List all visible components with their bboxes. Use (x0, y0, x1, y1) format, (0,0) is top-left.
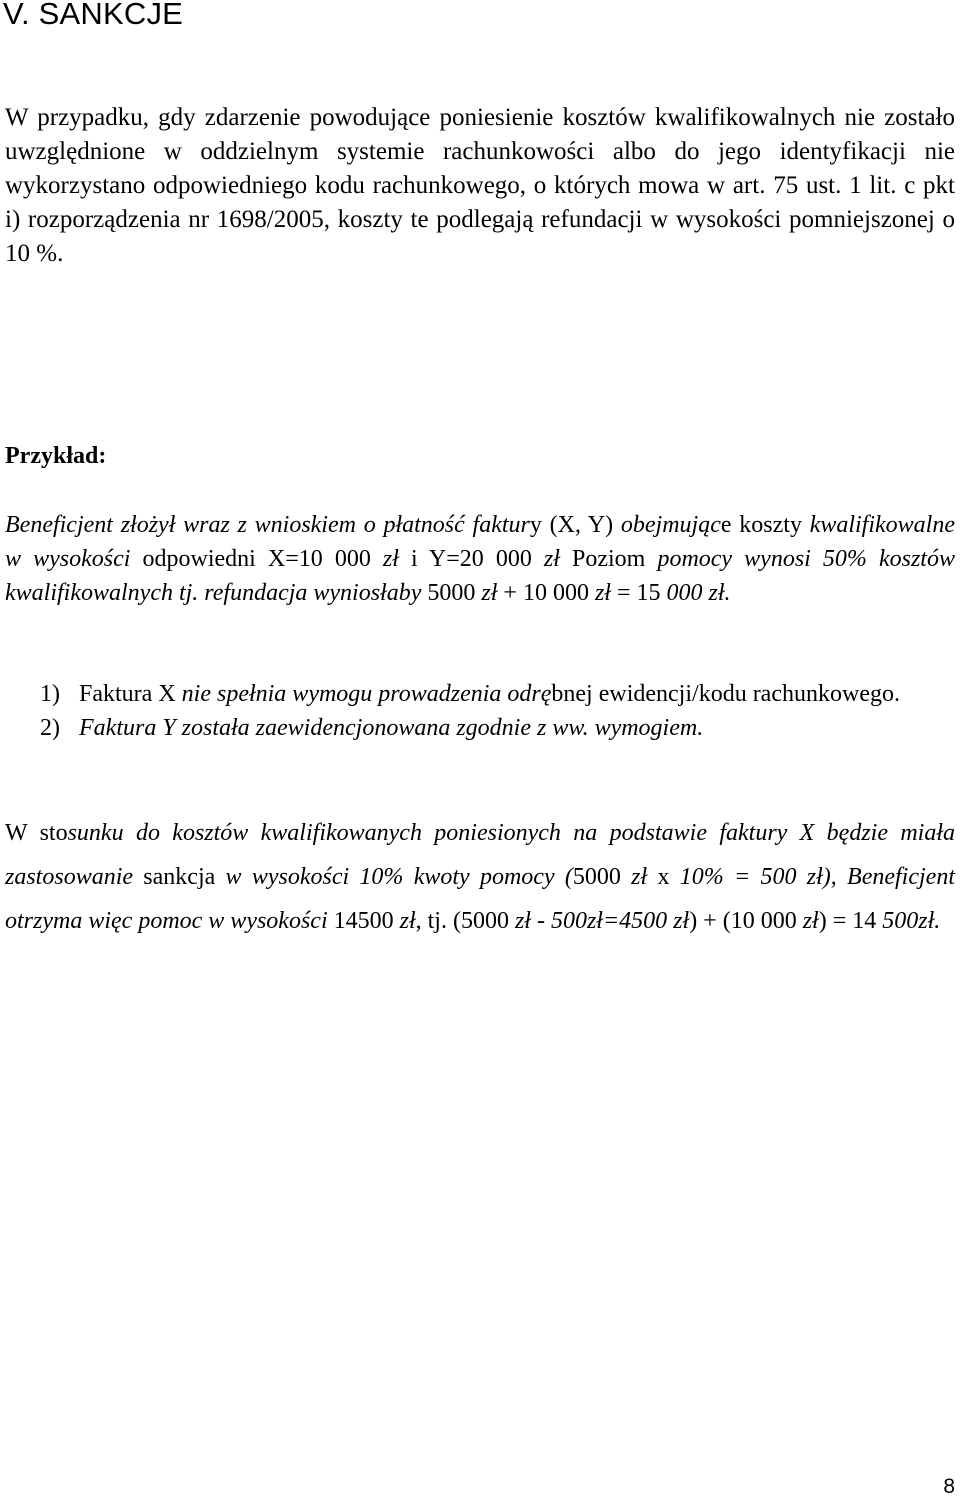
list-item-number: 1) (40, 681, 60, 707)
sanction-text: x (647, 864, 680, 890)
example-text-italic: pomocy wynosi 50% kosztów kwalifikowalnych tj. refundacja wyniosłaby (5, 546, 955, 606)
example-body-paragraph (5, 508, 955, 610)
example-text-italic: zł (382, 546, 399, 572)
example-text: Poziom (559, 546, 658, 572)
sanction-text: 14500 (327, 908, 400, 934)
list-item-text: bnej ewidencji/kodu rachunkowego. (551, 681, 900, 707)
example-text-italic: obejmując (620, 512, 721, 538)
list-item-number: 2) (40, 715, 60, 741)
list-item (40, 711, 955, 745)
example-text: y (X, Y) (529, 512, 621, 538)
list-item (40, 677, 955, 711)
example-text: = 15 (610, 580, 667, 606)
invoice-list (40, 677, 955, 745)
sanction-text-italic: 500zł. (882, 908, 941, 934)
sanction-text-italic: w wysokości 10% kwoty pomocy ( (225, 864, 573, 890)
sanction-text: ) = 14 (818, 908, 883, 934)
example-text: e koszty (720, 512, 810, 538)
example-text: + 10 000 (497, 580, 595, 606)
sanction-text: sankcja (133, 864, 226, 890)
sanction-text-italic: 10% = 500 zł), Beneficjent otrzyma więc pomoc w wysokości (5, 864, 955, 934)
sanction-text-italic: zł - 500zł=4500 zł (514, 908, 690, 934)
sanction-calculation-paragraph (5, 811, 955, 943)
page-number: 8 (943, 1475, 955, 1498)
sanction-rule-paragraph: W przypadku, gdy zdarzenie powodujące poniesienie kosztów kwalifikowalnych nie zostało uwzględnione w oddzielnym systemie rachunkowości albo do jego identyfikacji nie wykorzystano odpowiedniego kodu rachunkowego, o których mowa w art. 75 ust. 1 lit. c pkt i) rozporządzenia nr 1698/2005, koszty te podlegają refundacji w wysokości pomniejszonej o 10 %. (5, 104, 955, 267)
example-text: 5000 (421, 580, 482, 606)
example-text-italic: kwalifikowalne w wysokości (5, 512, 955, 572)
example-heading: Przykład: (5, 443, 107, 469)
section-title: V. SANKCJE (3, 0, 184, 31)
example-text-italic: zł (543, 546, 560, 572)
sanction-text: 5000 (572, 864, 632, 890)
sanction-text-italic: zł (399, 908, 416, 934)
sanction-text-italic: zł (802, 908, 819, 934)
list-item-text-italic: Faktura Y została zaewidencjonowana zgodnie z ww. wymogiem. (79, 715, 704, 741)
example-text-italic: zł (594, 580, 611, 606)
example-text: odpowiedni X=10 000 (130, 546, 383, 572)
sanction-text: ) + (10 000 (689, 908, 803, 934)
list-item-text-italic: nie spełnia wymogu prowadzenia odrę (181, 681, 552, 707)
sanction-text: , tj. (5000 (415, 908, 515, 934)
sanction-text-italic: zł (631, 864, 648, 890)
example-text: i Y=20 000 (398, 546, 544, 572)
sanction-text: W sto (5, 820, 68, 846)
list-item-text: Faktura X (79, 681, 182, 707)
sanction-text-italic: sunku do kosztów kwalifikowanych poniesionych na podstawie faktury X będzie miała zastosowanie (5, 820, 956, 890)
example-text-italic: 000 zł. (666, 580, 731, 606)
example-text-italic: Beneficjent złożył wraz z wnioskiem o płatność faktur (5, 512, 530, 538)
example-text-italic: zł (481, 580, 498, 606)
